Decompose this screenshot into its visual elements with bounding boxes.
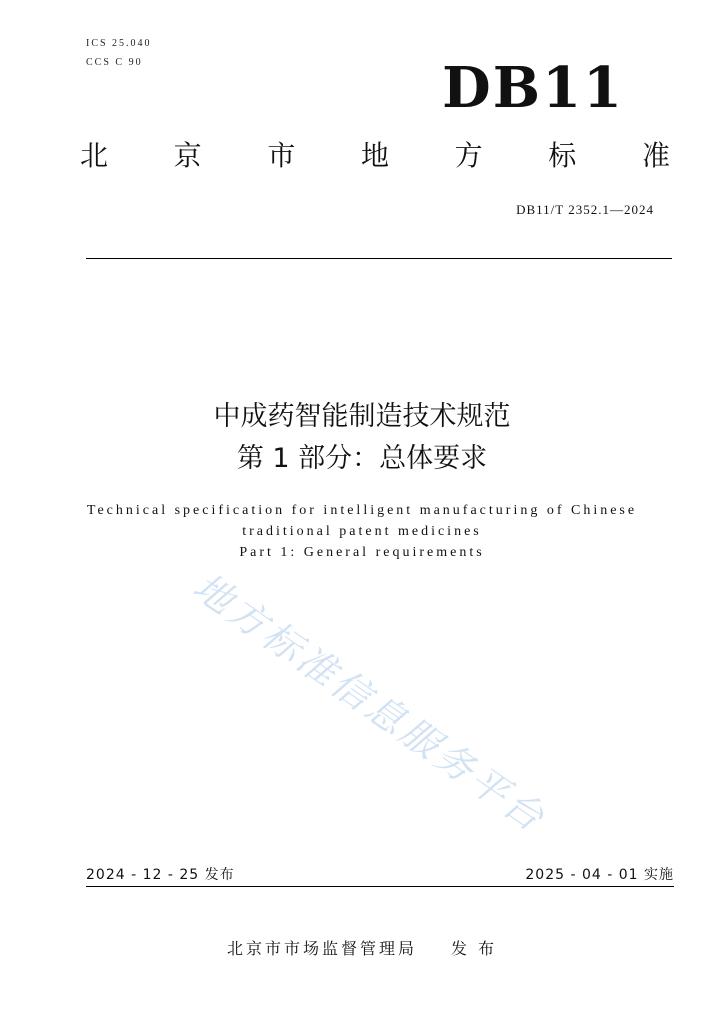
footer-divider	[86, 886, 674, 887]
issue-date: 2024 - 12 - 25 发布	[86, 867, 235, 883]
implementation-date: 2025 - 04 - 01 实施	[525, 867, 674, 883]
header-divider	[86, 258, 672, 259]
platform-watermark: 地方标准信息服务平台	[185, 564, 555, 842]
standard-type-char: 地	[360, 139, 389, 172]
english-title-line-2: traditional patent medicines	[242, 524, 482, 539]
issuer-action: 发 布	[450, 939, 498, 958]
chinese-title-line-2: 第 1 部分：总体要求	[236, 443, 488, 474]
english-title-line-1: Technical specification for intelligent manufacturing of Chinese	[86, 503, 638, 518]
db11-logo: DB11	[442, 55, 624, 121]
standard-type-heading	[80, 139, 670, 172]
standard-type-char: 标	[548, 139, 577, 172]
issuing-authority	[0, 936, 724, 959]
english-title-line-3: Part 1: General requirements	[239, 545, 485, 560]
issuer-name: 北京市市场监督管理局	[226, 939, 417, 958]
chinese-title	[0, 396, 724, 480]
ccs-code: CCS C 90	[86, 57, 143, 68]
chinese-title-line-1: 中成药智能制造技术规范	[213, 401, 511, 432]
standard-type-char: 准	[641, 139, 670, 172]
standard-type-char: 市	[267, 139, 296, 172]
english-title	[0, 500, 724, 563]
standard-type-char: 方	[454, 139, 483, 172]
standard-type-char: 京	[173, 139, 202, 172]
standard-code: DB11/T 2352.1—2024	[516, 202, 654, 217]
ics-code: ICS 25.040	[86, 38, 152, 49]
standard-type-char: 北	[80, 139, 109, 172]
